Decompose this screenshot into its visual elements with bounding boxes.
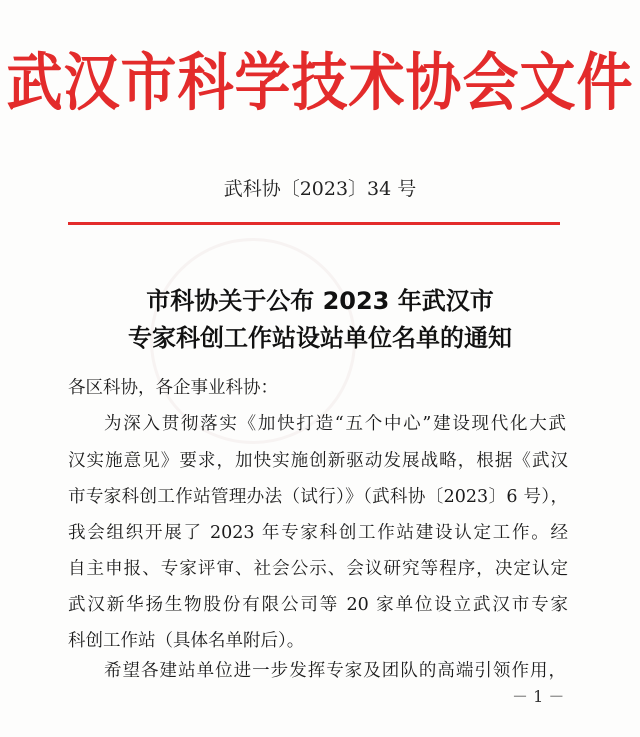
masthead-title: 武汉市科学技术协会文件 bbox=[6, 47, 634, 120]
paragraph-1-line: 自主申报、专家评审、社会公示、会议研究等程序，决定认定 bbox=[68, 559, 568, 579]
paragraph-1-line: 市专家科创工作站管理办法（试行）》（武科协〔2023〕6 号）， bbox=[68, 487, 568, 507]
paragraph-1-line: 科创工作站（具体名单附后）。 bbox=[68, 631, 305, 651]
paragraph-1-line: 为深入贯彻落实《加快打造“五个中心”建设现代化大武 bbox=[104, 414, 566, 434]
page-number: － 1 － bbox=[512, 687, 565, 706]
paragraph-1-line: 武汉新华扬生物股份有限公司等 20 家单位设立武汉市专家 bbox=[68, 595, 568, 615]
red-separator-line bbox=[68, 222, 560, 225]
paragraph-1-line: 我会组织开展了 2023 年专家科创工作站建设认定工作。经 bbox=[68, 523, 568, 543]
paragraph-2-line: 希望各建站单位进一步发挥专家及团队的高端引领作用， bbox=[104, 661, 566, 681]
paragraph-1-line: 汉实施意见》要求，加快实施创新驱动发展战略，根据《武汉 bbox=[68, 451, 568, 471]
document-title-line-1: 市科协关于公布 2023 年武汉市 bbox=[146, 287, 494, 315]
document-title-line-2: 专家科创工作站设站单位名单的通知 bbox=[128, 324, 512, 352]
salutation: 各区科协，各企事业科协： bbox=[68, 378, 278, 398]
document-number: 武科协〔2023〕34 号 bbox=[223, 178, 417, 200]
